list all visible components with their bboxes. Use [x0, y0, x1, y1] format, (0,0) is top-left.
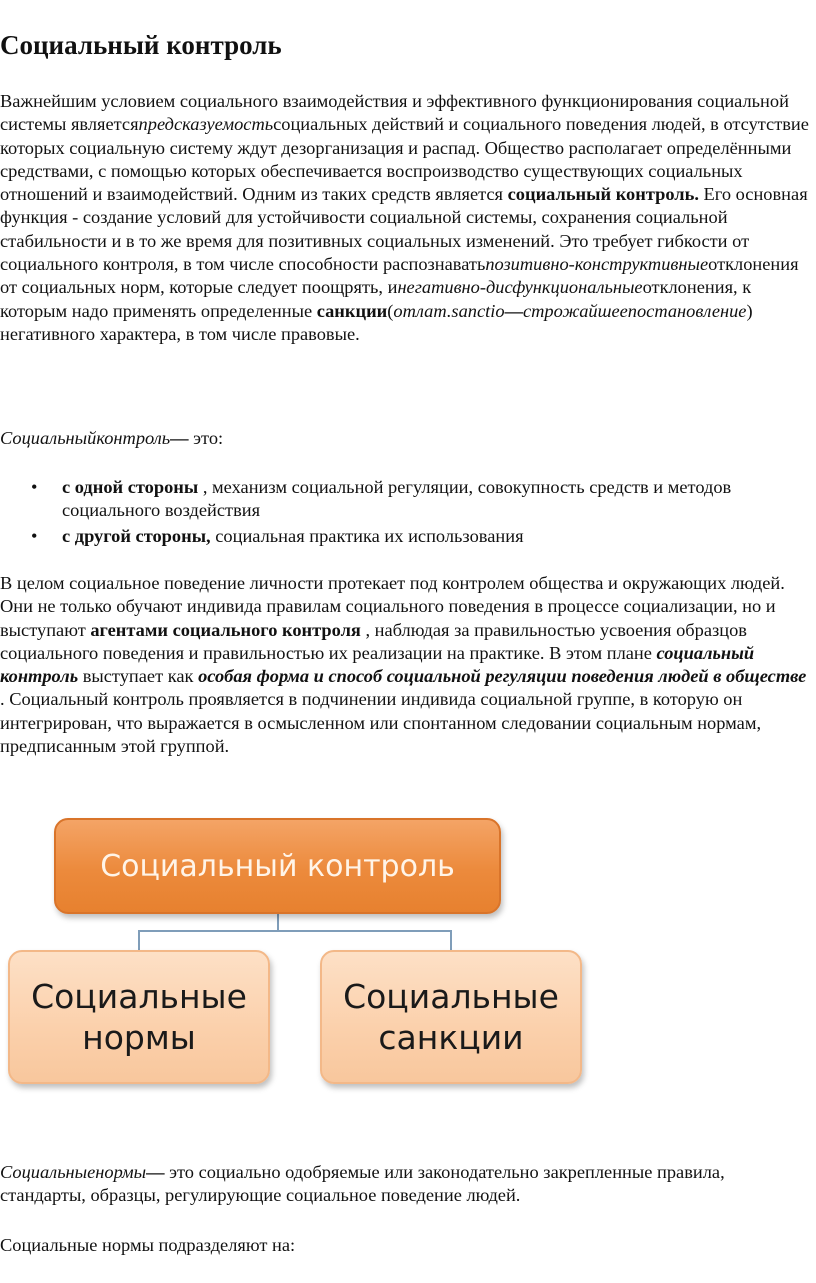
bold-italic-term: особая форма и способ социальной регуляции поведения людей в обществе	[198, 666, 807, 687]
page-title: Социальный контроль	[0, 30, 282, 60]
agents-paragraph	[0, 572, 812, 758]
bullet-marker: •	[31, 525, 38, 546]
connector-line	[450, 930, 452, 952]
definition-list	[0, 476, 812, 550]
text-run: выступает как	[78, 666, 199, 687]
bold-term: социальный контроль.	[507, 184, 699, 205]
dash: —	[146, 1162, 165, 1182]
text-run: . Социальный контроль проявляется в подчинении индивида социальной группе, в которую он интегрирован, что выражается в осмысленном или спонтанном следовании социальным нормам, предписанным этой группой.	[0, 689, 762, 757]
social-control-diagram	[0, 810, 600, 1100]
bold-italic-term: социальный контроль	[0, 642, 755, 687]
italic-term: Социальныенормы	[0, 1162, 147, 1182]
italic-term: Социальныйконтроль	[0, 428, 171, 448]
diagram-norms-box: Социальные нормы	[8, 950, 270, 1084]
text-run: отклонения, к которым надо применять определенные	[0, 277, 752, 321]
text-run: отклонения от социальных норм, которые следует поощрять, и	[0, 254, 799, 298]
text-run: (	[387, 300, 394, 321]
italic-term: строжайшеепостановление	[522, 300, 747, 321]
dash: —	[170, 428, 189, 448]
text-run: В целом социальное поведение личности протекает под контролем общества и окружающих людей. Они не только обучают индивида правилам социального поведения в процессе социализации, но и выступают	[0, 573, 785, 640]
bold-term: с другой стороны,	[62, 525, 211, 546]
text-run: это:	[188, 428, 224, 448]
text-run: социальных действий и социального поведения людей, в отсутствие которых социальную систему ждут дезорганизация и распад. Общество располагает определёнными средствами, с помощью которых обеспечивается воспроизводство существующих социальных отношений и взаимодействий. Одним из таких средств является	[0, 114, 809, 205]
norms-division-line	[0, 1234, 812, 1257]
text-run: это социально одобряемые или законодательно закрепленные правила, стандарты, образцы, регулирующие социальное поведение людей.	[0, 1162, 725, 1206]
connector-line	[138, 930, 452, 932]
text-run: социальная практика их использования	[210, 525, 524, 546]
bullet-marker: •	[31, 477, 38, 497]
text-run: , наблюдая за правильностью усвоения образцов социального поведения и правильностью их реализации на практике. В этом плане	[0, 619, 747, 663]
diagram-sanctions-box: Социальные санкции	[320, 950, 582, 1084]
bold-term: агентами социального контроля	[90, 619, 361, 640]
text-run: , механизм социальной регуляции, совокупность средств и методов социального воздействия	[62, 477, 732, 521]
intro-paragraph	[0, 90, 812, 346]
definition-intro	[0, 427, 812, 450]
norms-definition	[0, 1161, 812, 1208]
text-run: Его основная функция - создание условий для устойчивости социальной системы, сохранения социальной стабильности и в то же время для позитивных социальных изменений. Это требует гибкости от социального контроля, в том числе способности распознавать	[0, 184, 808, 275]
text-run: ) негативного характера, в том числе правовые.	[0, 300, 753, 344]
italic-term: позитивно-конструктивные	[485, 254, 709, 275]
italic-term: негативно-дисфункциональные	[397, 277, 643, 298]
bold-term: санкции	[316, 300, 388, 321]
bold-term: с одной стороны	[62, 477, 199, 497]
dash: —	[504, 300, 523, 321]
list-item	[31, 476, 812, 523]
italic-term: отлат.sanctio	[393, 300, 505, 321]
text-run: Социальные нормы подразделяют на:	[0, 1235, 296, 1255]
text-run: Важнейшим условием социального взаимодействия и эффективного функционирования социальной системы является	[0, 91, 789, 135]
connector-line	[138, 930, 140, 952]
list-item	[31, 525, 812, 548]
italic-term: предсказуемость	[138, 114, 274, 135]
diagram-root-box: Социальный контроль	[54, 818, 501, 914]
